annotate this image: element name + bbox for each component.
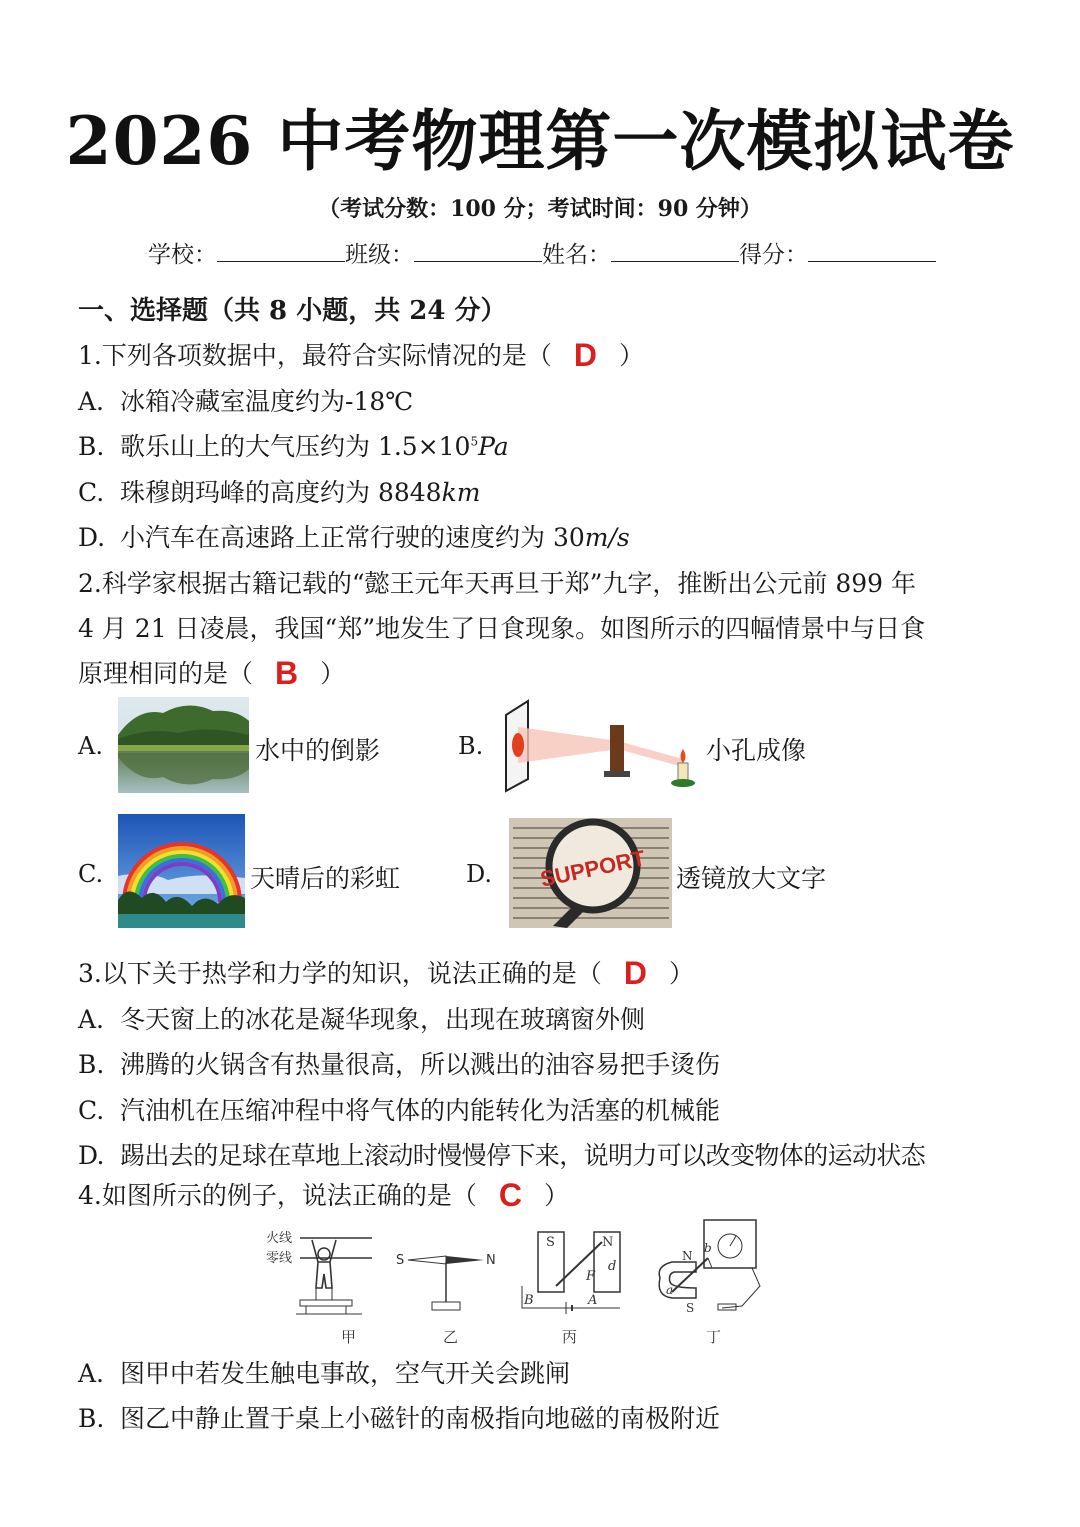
wire-a-label: a — [666, 1283, 674, 1297]
bracket-close: ） — [618, 341, 644, 370]
bracket-close: ） — [668, 959, 694, 988]
unit: m/s — [584, 523, 630, 552]
question-2-line-2: 4 月 21 日凌晨，我国“郑”地发生了日食现象。如图所示的四幅情景中与日食 — [78, 614, 926, 643]
option-text: 踢出去的足球在草地上滚动时慢慢停下来，说明力可以改变物体的运动状态 — [120, 1141, 926, 1170]
q3-option-c — [78, 1091, 720, 1127]
pinhole-camera-diagram — [498, 697, 698, 793]
question-2-line-1: 2.科学家根据古籍记载的“懿王元年天再旦于郑”九字，推断出公元前 899 年 — [78, 569, 917, 598]
option-text: 汽油机在压缩冲程中将气体的内能转化为活塞的机械能 — [120, 1096, 721, 1125]
question-1-stem — [78, 336, 644, 374]
support-stamp-text: SUPPORT — [538, 845, 648, 892]
motor-principle-figure — [516, 1226, 636, 1322]
question-2-line-3 — [78, 654, 345, 692]
pic-d-caption: 透镜放大文字 — [676, 864, 827, 893]
magnifier-photo — [509, 818, 672, 928]
live-wire-label: 火线 — [266, 1231, 293, 1246]
induction-n-label: N — [682, 1249, 693, 1263]
school-label: 学校： — [148, 242, 217, 268]
page-title: 2026 中考物理第一次模拟试卷 — [65, 102, 1015, 180]
q4-option-a — [78, 1354, 570, 1390]
rainbow-photo — [118, 814, 245, 928]
q3-option-d — [78, 1136, 925, 1172]
question-text: 原理相同的是（ — [78, 659, 254, 688]
option-text: 珠穆朗玛峰的高度约为 8848 — [120, 478, 442, 507]
answer-mark: D — [573, 337, 597, 373]
score-label: 得分： — [739, 242, 808, 268]
compass-figure — [392, 1240, 502, 1320]
option-label: B. — [78, 1404, 105, 1433]
option-text: 小汽车在高速路上正常行驶的速度约为 30 — [120, 523, 585, 552]
electrocution-figure — [262, 1226, 382, 1322]
pic-b-caption: 小孔成像 — [706, 736, 807, 765]
force-label: F — [586, 1269, 596, 1284]
figure-yi-label: 乙 — [443, 1328, 459, 1346]
pic-c-caption: 天晴后的彩虹 — [250, 864, 401, 893]
q1-option-a — [78, 382, 413, 418]
pic-a-caption: 水中的倒影 — [255, 736, 381, 765]
pic-d-label: D. — [466, 860, 493, 888]
unit: Pa — [478, 432, 509, 461]
q1-option-c — [78, 473, 480, 509]
option-text: 图甲中若发生触电事故，空气开关会跳闸 — [120, 1359, 571, 1388]
q4-option-b — [78, 1399, 720, 1435]
pic-c-label: C. — [78, 860, 104, 888]
option-text: 冬天窗上的冰花是凝华现象，出现在玻璃窗外侧 — [120, 1005, 646, 1034]
bracket-close: ） — [543, 1181, 569, 1210]
exponent: 5 — [470, 434, 479, 449]
figure-bing-label: 丙 — [562, 1328, 578, 1346]
induction-s-label: S — [686, 1301, 695, 1315]
q1-option-d — [78, 518, 630, 554]
bracket-close: ） — [320, 659, 346, 688]
option-label: B. — [78, 432, 105, 461]
question-text: 3.以下关于热学和力学的知识，说法正确的是（ — [78, 959, 602, 988]
class-blank[interactable] — [414, 239, 542, 262]
figure-jia-label: 甲 — [341, 1328, 357, 1346]
wire-b-label: b — [704, 1241, 712, 1255]
question-text: 4.如图所示的例子，说法正确的是（ — [78, 1181, 477, 1210]
figure-ding-label: 丁 — [706, 1328, 722, 1346]
option-label: B. — [78, 1050, 105, 1079]
q1-option-b — [78, 427, 509, 463]
induction-figure — [652, 1216, 764, 1322]
option-label: D. — [78, 523, 106, 552]
answer-mark: C — [498, 1177, 522, 1213]
point-d-label: d — [608, 1259, 617, 1274]
q3-option-a — [78, 1000, 645, 1036]
question-3-stem — [78, 954, 694, 992]
score-blank[interactable] — [808, 239, 936, 262]
option-label: A. — [78, 387, 105, 416]
north-pole-label: N — [486, 1253, 496, 1268]
name-label: 姓名： — [542, 242, 611, 268]
neutral-wire-label: 零线 — [266, 1251, 293, 1266]
point-a-label: A — [588, 1293, 598, 1308]
option-label: D. — [78, 1141, 104, 1170]
south-pole-label: S — [396, 1253, 405, 1268]
pic-b-label: B. — [458, 732, 484, 760]
option-text: 沸腾的火锅含有热量很高，所以溅出的油容易把手烫伤 — [120, 1050, 721, 1079]
answer-mark: D — [623, 955, 647, 991]
section-heading: 一、选择题（共 8 小题，共 24 分） — [78, 296, 507, 326]
student-info-row — [148, 236, 936, 269]
option-text: 冰箱冷藏室温度约为-18℃ — [120, 387, 414, 416]
class-label: 班级： — [345, 242, 414, 268]
question-4-stem — [78, 1176, 569, 1214]
magnet-n-label: N — [602, 1235, 614, 1250]
option-text: 图乙中静止置于桌上小磁针的南极指向地磁的南极附近 — [120, 1404, 721, 1433]
option-label: A. — [78, 1359, 105, 1388]
unit: km — [441, 478, 481, 507]
magnet-s-label: S — [546, 1235, 555, 1250]
school-blank[interactable] — [217, 239, 345, 262]
option-label: A. — [78, 1005, 105, 1034]
option-label: C. — [78, 1096, 105, 1125]
name-blank[interactable] — [611, 239, 739, 262]
exam-subtitle: （考试分数：100 分；考试时间：90 分钟） — [318, 196, 762, 222]
pic-a-label: A. — [78, 732, 103, 760]
reflection-photo — [118, 697, 249, 793]
answer-mark: B — [275, 655, 299, 691]
option-text: 歌乐山上的大气压约为 1.5×10 — [120, 432, 471, 461]
question-text: 1.下列各项数据中，最符合实际情况的是（ — [78, 341, 552, 370]
point-b-label: B — [524, 1293, 534, 1308]
q3-option-b — [78, 1045, 720, 1081]
option-label: C. — [78, 478, 105, 507]
